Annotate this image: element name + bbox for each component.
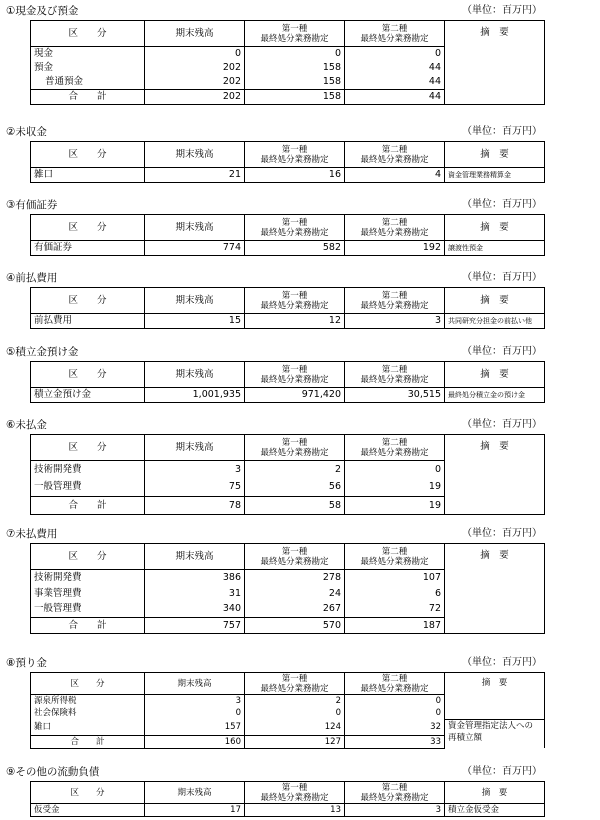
unit-label: （単位：百万円） (462, 126, 542, 137)
header-type2 (345, 21, 445, 47)
header-zan: 期末残高 (145, 215, 245, 241)
remark-note: 最終処分積立金の預け金 (445, 388, 545, 403)
section-title: ④前払費用 (6, 272, 58, 284)
header-type2 (345, 544, 445, 570)
table-securities (30, 214, 545, 256)
header-remark: 摘 要 (445, 21, 545, 105)
table-reserve-deposit (30, 361, 545, 403)
header-type2 (345, 142, 445, 168)
table-cell-value: 0 (245, 707, 345, 719)
table-cell-value: 3 (345, 314, 445, 329)
header-line: 最終処分業務勘定 (360, 683, 429, 694)
table-cell-value: 582 (245, 241, 345, 256)
section-title: ⑦未払費用 (6, 528, 58, 540)
header-remark: 摘 要 (445, 362, 545, 388)
table-cell-label: 技術開発費 (31, 461, 145, 479)
section-title: ⑥未払金 (6, 419, 47, 431)
table-cell-value: 127 (245, 735, 345, 748)
header-kubun: 区 分 (31, 288, 145, 314)
unit-label: （単位：百万円） (462, 657, 542, 668)
table-cell-label: 一般管理費 (31, 602, 145, 618)
table-cell-value: 0 (345, 707, 445, 719)
table-prepaid (30, 287, 545, 329)
unit-label: （単位：百万円） (462, 766, 542, 777)
unit-label: （単位：百万円） (462, 5, 542, 16)
unit-label: （単位：百万円） (462, 272, 542, 283)
header-line: 第二種 (381, 546, 408, 557)
table-accounts-payable (30, 434, 545, 515)
table-cell-value: 19 (345, 479, 445, 497)
section-title: ⑤積立金預け金 (6, 346, 79, 358)
header-type1 (245, 21, 345, 47)
remark-note: 資金管理指定法人への再積立額 (445, 719, 545, 748)
header-remark: 摘 要 (445, 544, 545, 634)
header-type1 (245, 544, 345, 570)
header-remark: 摘 要 (445, 288, 545, 314)
table-cell-value: 75 (145, 479, 245, 497)
table-cell-label: 社会保険料 (31, 707, 145, 719)
header-line: 第二種 (381, 23, 408, 34)
header-remark: 摘 要 (445, 215, 545, 241)
header-zan: 期末残高 (145, 142, 245, 168)
remark-note: 積立金仮受金 (445, 804, 545, 817)
header-line: 第一種 (281, 782, 308, 793)
header-line: 最終処分業務勘定 (260, 227, 329, 238)
table-cell-label: 雑口 (31, 168, 145, 183)
table-cell-value: 44 (345, 61, 445, 75)
table-cell-value: 78 (145, 497, 245, 515)
header-line: 第一種 (281, 546, 308, 557)
table-cell-value: 267 (245, 602, 345, 618)
table-cell-value: 340 (145, 602, 245, 618)
header-line: 最終処分業務勘定 (260, 300, 329, 311)
table-other-current-liabilities (30, 781, 545, 817)
table-cell-label: 合 計 (31, 497, 145, 515)
table-cell-value: 30,515 (345, 388, 445, 403)
table-cell-label: 一般管理費 (31, 479, 145, 497)
table-cell-value: 3 (345, 804, 445, 817)
header-remark: 摘 要 (445, 142, 545, 168)
table-cell-value: 33 (345, 735, 445, 748)
table-cell-label: 事業管理費 (31, 586, 145, 602)
table-accrued-expenses (30, 543, 545, 634)
table-cell-value: 158 (245, 75, 345, 90)
header-zan: 期末残高 (145, 21, 245, 47)
table-cell-value: 187 (345, 618, 445, 634)
header-line: 最終処分業務勘定 (360, 227, 429, 238)
table-cell-value: 158 (245, 61, 345, 75)
header-line: 最終処分業務勘定 (260, 447, 329, 458)
table-row (31, 168, 545, 183)
table-cell-label: 有価証券 (31, 241, 145, 256)
header-line: 第二種 (381, 437, 408, 448)
table-receivables (30, 141, 545, 183)
header-kubun: 区 分 (31, 215, 145, 241)
table-cell-value: 157 (145, 719, 245, 735)
table-cell-value: 757 (145, 618, 245, 634)
table-cell-label: 普通預金 (31, 75, 145, 90)
header-line: 第一種 (281, 217, 308, 228)
header-kubun: 区 分 (31, 544, 145, 570)
header-zan: 期末残高 (145, 362, 245, 388)
table-cell-value: 278 (245, 570, 345, 586)
header-type1 (245, 673, 345, 695)
header-remark: 摘 要 (445, 435, 545, 515)
header-line: 第一種 (281, 437, 308, 448)
table-cell-value: 158 (245, 90, 345, 105)
section-title: ⑧預り金 (6, 657, 47, 669)
table-cell-value: 44 (345, 75, 445, 90)
table-cell-value: 192 (345, 241, 445, 256)
table-row (31, 388, 545, 403)
header-line: 最終処分業務勘定 (360, 33, 429, 44)
header-type1 (245, 142, 345, 168)
table-cell-label: 技術開発費 (31, 570, 145, 586)
table-cell-value: 32 (345, 719, 445, 735)
header-remark: 摘 要 (445, 782, 545, 804)
table-cell-label: 雑口 (31, 719, 145, 735)
table-row (31, 719, 545, 735)
table-cell-value: 202 (145, 90, 245, 105)
table-cell-value: 13 (245, 804, 345, 817)
header-type1 (245, 215, 345, 241)
table-cell-label: 前払費用 (31, 314, 145, 329)
header-line: 第二種 (381, 217, 408, 228)
table-cell-label: 源泉所得税 (31, 695, 145, 708)
header-line: 第一種 (281, 673, 308, 684)
table-cell-value: 15 (145, 314, 245, 329)
table-cell-value: 202 (145, 61, 245, 75)
header-type1 (245, 362, 345, 388)
table-cell-label: 預金 (31, 61, 145, 75)
header-type1 (245, 435, 345, 461)
table-cell-label: 合 計 (31, 618, 145, 634)
table-cell-label: 現金 (31, 47, 145, 62)
header-line: 第二種 (381, 290, 408, 301)
table-cell-value: 72 (345, 602, 445, 618)
section-title: ①現金及び預金 (6, 5, 79, 17)
table-cell-value: 19 (345, 497, 445, 515)
header-line: 最終処分業務勘定 (260, 154, 329, 165)
table-cell-value: 0 (345, 47, 445, 62)
header-type2 (345, 673, 445, 695)
table-cell-value: 1,001,935 (145, 388, 245, 403)
header-kubun: 区 分 (31, 435, 145, 461)
header-zan: 期末残高 (145, 673, 245, 695)
table-cell-label: 合 計 (31, 735, 145, 748)
table-row (31, 314, 545, 329)
header-line: 第一種 (281, 144, 308, 155)
header-zan: 期末残高 (145, 435, 245, 461)
header-line: 最終処分業務勘定 (260, 556, 329, 567)
header-line: 最終処分業務勘定 (360, 154, 429, 165)
table-cell-value: 6 (345, 586, 445, 602)
table-cell-value: 124 (245, 719, 345, 735)
table-cell-value: 202 (145, 75, 245, 90)
header-type2 (345, 435, 445, 461)
table-cell-value: 774 (145, 241, 245, 256)
remark-note: 譲渡性預金 (445, 241, 545, 256)
table-cell-value: 0 (145, 47, 245, 62)
table-cell-value: 44 (345, 90, 445, 105)
table-cell-value: 0 (345, 695, 445, 708)
header-line: 第二種 (381, 364, 408, 375)
header-remark: 摘 要 (445, 673, 545, 720)
header-line: 最終処分業務勘定 (360, 556, 429, 567)
remark-note: 資金管理業務精算金 (445, 168, 545, 183)
header-line: 最終処分業務勘定 (260, 683, 329, 694)
header-kubun: 区 分 (31, 142, 145, 168)
header-kubun: 区 分 (31, 362, 145, 388)
table-cell-value: 3 (145, 695, 245, 708)
header-line: 第二種 (381, 144, 408, 155)
header-line: 最終処分業務勘定 (360, 792, 429, 803)
table-cell-value: 3 (145, 461, 245, 479)
header-line: 第二種 (381, 673, 408, 684)
table-cell-value: 2 (245, 695, 345, 708)
header-line: 最終処分業務勘定 (260, 792, 329, 803)
table-cell-value: 4 (345, 168, 445, 183)
table-cell-value: 17 (145, 804, 245, 817)
table-cash-deposits (30, 20, 545, 105)
header-kubun: 区 分 (31, 21, 145, 47)
table-cell-value: 21 (145, 168, 245, 183)
table-cell-label: 仮受金 (31, 804, 145, 817)
header-type2 (345, 782, 445, 804)
table-cell-value: 56 (245, 479, 345, 497)
header-line: 最終処分業務勘定 (260, 33, 329, 44)
table-cell-value: 31 (145, 586, 245, 602)
header-zan: 期末残高 (145, 782, 245, 804)
table-cell-value: 0 (345, 461, 445, 479)
header-type2 (345, 362, 445, 388)
section-title: ③有価証券 (6, 199, 58, 211)
header-line: 最終処分業務勘定 (260, 374, 329, 385)
table-cell-value: 570 (245, 618, 345, 634)
unit-label: （単位：百万円） (462, 199, 542, 210)
header-line: 最終処分業務勘定 (360, 447, 429, 458)
table-cell-value: 24 (245, 586, 345, 602)
unit-label: （単位：百万円） (462, 528, 542, 539)
table-cell-value: 971,420 (245, 388, 345, 403)
table-cell-value: 0 (245, 47, 345, 62)
unit-label: （単位：百万円） (462, 346, 542, 357)
table-cell-value: 12 (245, 314, 345, 329)
header-line: 第一種 (281, 23, 308, 34)
section-title: ⑨その他の流動負債 (6, 766, 100, 778)
table-cell-label: 積立金預け金 (31, 388, 145, 403)
header-line: 最終処分業務勘定 (360, 374, 429, 385)
header-type2 (345, 215, 445, 241)
table-deposits-received (30, 672, 545, 749)
remark-note: 共同研究分担金の前払い他 (445, 314, 545, 329)
table-cell-value: 386 (145, 570, 245, 586)
table-cell-label: 合 計 (31, 90, 145, 105)
header-zan: 期末残高 (145, 544, 245, 570)
header-zan: 期末残高 (145, 288, 245, 314)
table-cell-value: 58 (245, 497, 345, 515)
header-line: 第一種 (281, 290, 308, 301)
table-row (31, 804, 545, 817)
table-cell-value: 160 (145, 735, 245, 748)
header-line: 第一種 (281, 364, 308, 375)
header-line: 第二種 (381, 782, 408, 793)
unit-label: （単位：百万円） (462, 419, 542, 430)
section-title: ②未収金 (6, 126, 47, 138)
table-cell-value: 0 (145, 707, 245, 719)
table-row (31, 241, 545, 256)
table-cell-value: 2 (245, 461, 345, 479)
header-kubun: 区 分 (31, 782, 145, 804)
header-type2 (345, 288, 445, 314)
header-type1 (245, 288, 345, 314)
table-cell-value: 107 (345, 570, 445, 586)
table-cell-value: 16 (245, 168, 345, 183)
header-kubun: 区 分 (31, 673, 145, 695)
header-type1 (245, 782, 345, 804)
header-line: 最終処分業務勘定 (360, 300, 429, 311)
